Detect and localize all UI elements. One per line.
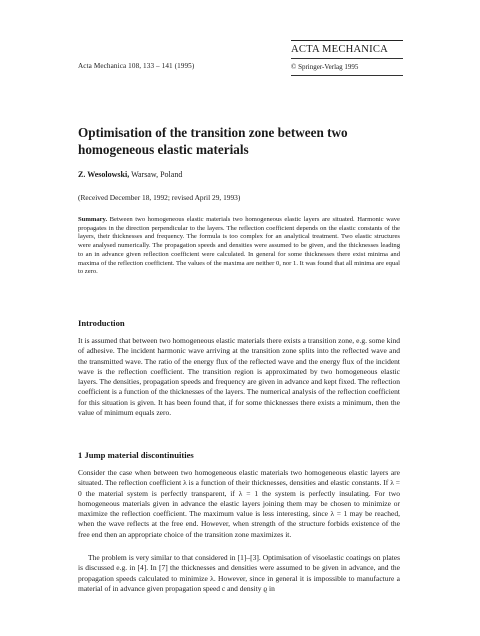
section-heading-jump-discontinuities: 1 Jump material discontinuities	[78, 450, 194, 460]
summary-label: Summary.	[78, 216, 108, 223]
author-affiliation: Warsaw, Poland	[131, 170, 183, 179]
journal-masthead	[291, 40, 403, 76]
summary-block	[78, 216, 400, 277]
section-heading-introduction: Introduction	[78, 318, 125, 328]
article-title: Optimisation of the transition zone between two homogeneous elastic materials	[78, 125, 348, 157]
copyright-notice: © Springer-Verlag 1995	[291, 63, 359, 71]
masthead-rule-middle	[291, 58, 403, 59]
masthead-rule-top	[291, 40, 403, 41]
introduction-paragraph: It is assumed that between two homogeneous elastic materials there exists a transition zone, e.g. some kind of adhesive. The incident harmonic wave arriving at the transition zone splits into the reflected wave and the transmitted wave. The ratio of the energy flux of the reflected wave and the energy flux of the incident wave is the reflection coefficient. The transition region is approximated by two homogeneous elastic layers. The densities, propagation speeds and frequency are given in advance and kept fixed. The reflection coefficient is a function of the thicknesses of the layers. The numerical analysis of the reflection coefficient for this situation is given. It has been found that, if for some thicknesses there exists a minimum, then the value of minimum equals zero.	[78, 336, 400, 418]
masthead-rule-bottom	[291, 75, 403, 76]
summary-text: Between two homogeneous elastic materials two homogeneous elastic layers are situated. Harmonic wave propagates in the direction perpendicular to the layers. The reflection coefficient depends on the elastic constants of the layers, their thicknesses and frequency. The formula is too complex for an analytical treatment. Two elastic structures were analysed numerically. The propagation speeds and densities were assumed to be given, and the thicknesses leading to an in advance given reflection coefficient were calculated. In general for some thicknesses there exist minima and maxima of the reflection coefficient. The values of the maxima are neither 0, nor 1. It was found that all minima are equal to zero.	[78, 216, 400, 276]
journal-reference: Acta Mechanica 108, 133 – 141 (1995)	[78, 62, 195, 70]
received-dates: (Received December 18, 1992; revised April 29, 1993)	[78, 193, 241, 202]
journal-name: ACTA MECHANICA	[291, 44, 389, 55]
section-1-paragraph-1: Consider the case when between two homogeneous elastic materials two homogeneous elastic layers are situated. The reflection coefficient λ is a function of their thicknesses, densities and elastic constants. If λ = 0 the material system is perfectly transparent, if λ = 1 the system is perfectly insulating. For two homogeneous materials given in advance the elastic layers joining them may be chosen to minimize or maximize the reflection coefficient. The maximum value is less interesting, since λ = 1 may be reached, when the wave reflects at the free end. However, when strength of the structure forbids existence of the free end then an appropriate choice of the transition zone maximizes it.	[78, 468, 400, 539]
author-name: Z. Wesolowski,	[78, 170, 130, 179]
section-1-paragraph-2: The problem is very similar to that considered in [1]–[3]. Optimisation of visoelastic coatings on plates is discussed e.g. in [4]. In [7] the thicknesses and densities were assumed to be given in advance, and the propagation speeds calculated to minimize λ. However, since in general it is impossible to manufacture a material of in advance given propagation speed c and density ϱ in	[78, 553, 400, 593]
author-line	[78, 170, 182, 179]
